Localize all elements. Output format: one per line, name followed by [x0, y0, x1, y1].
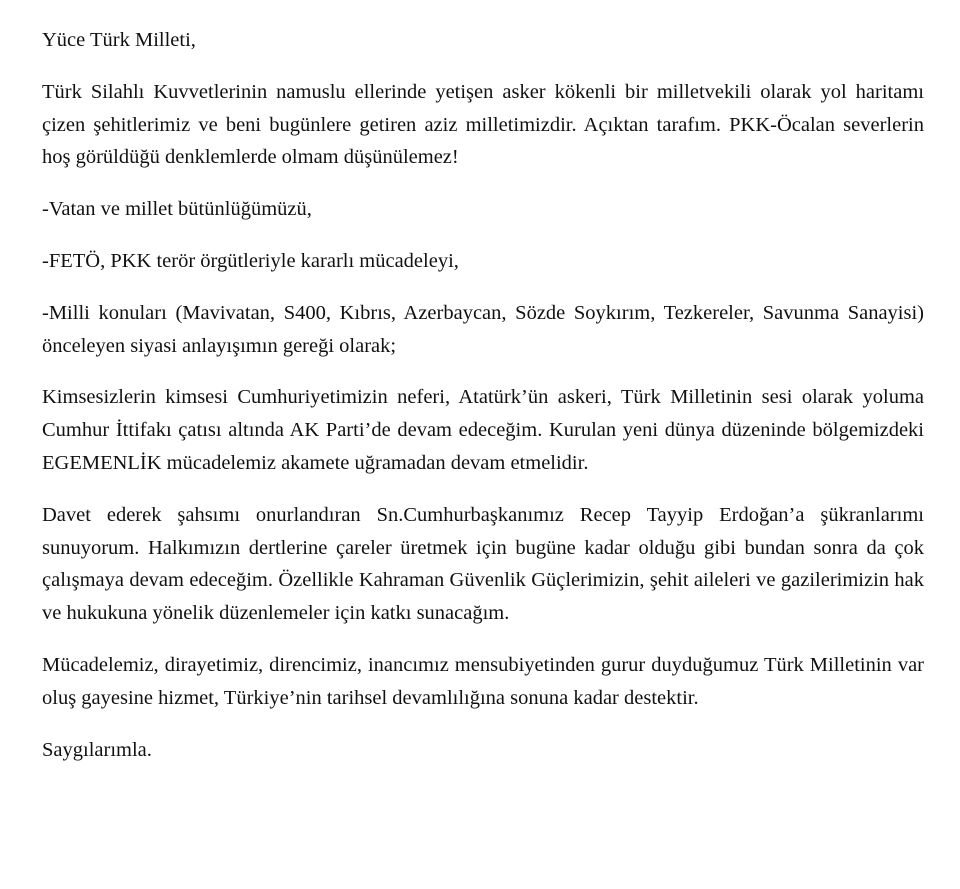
letter-closing: Saygılarımla.	[42, 738, 152, 761]
letter-paragraph-gratitude: Davet ederek şahsımı onurlandıran Sn.Cumhurbaşkanımız Recep Tayyip Erdoğan’a şükranlarımı sunuyorum. Halkımızın dertlerine çareler üretmek için bugüne kadar olduğu gibi bundan sonra da çok çalışmaya devam edeceğim. Özellikle Kahraman Güvenlik Güçlerimizin, şehit aileleri ve gazilerimizin hak ve hukukuna yönelik düzenlemeler için katkı sunacağım.	[42, 503, 924, 625]
letter-item-unity: -Vatan ve millet bütünlüğümüzü,	[42, 198, 312, 221]
letter-paragraph-alliance: Kimsesizlerin kimsesi Cumhuriyetimizin neferi, Atatürk’ün askeri, Türk Milletinin sesi olarak yoluma Cumhur İttifakı çatısı altında AK Parti’de devam edeceğim. Kurulan yeni dünya düzeninde bölgemizdeki EGEMENLİK mücadelemiz akamete uğramadan devam etmelidir.	[42, 386, 924, 474]
letter-item-terror-struggle: -FETÖ, PKK terör örgütleriyle kararlı mücadeleyi,	[42, 249, 459, 272]
letter-paragraph-intro: Türk Silahlı Kuvvetlerinin namuslu ellerinde yetişen asker kökenli bir milletvekili olarak yol haritamı çizen şehitlerimiz ve beni bugünlere getiren aziz milletimizdir. Açıktan tarafım. PKK-Öcalan severlerin hoş görüldüğü denklemlerde olmam düşünülemez!	[42, 80, 924, 169]
letter-paragraph-struggle: Mücadelemiz, dirayetimiz, direncimiz, inancımız mensubiyetinden gurur duyduğumuz Türk Milletinin var oluş gayesine hizmet, Türkiye’nin tarihsel devamlılığına sonuna kadar destektir.	[42, 653, 924, 709]
letter-salutation: Yüce Türk Milleti,	[42, 29, 196, 51]
letter-item-national-issues: -Milli konuları (Mavivatan, S400, Kıbrıs, Azerbaycan, Sözde Soykırım, Tezkereler, Savunma Sanayisi) önceleyen siyasi anlayışımın gereği olarak;	[42, 301, 924, 357]
